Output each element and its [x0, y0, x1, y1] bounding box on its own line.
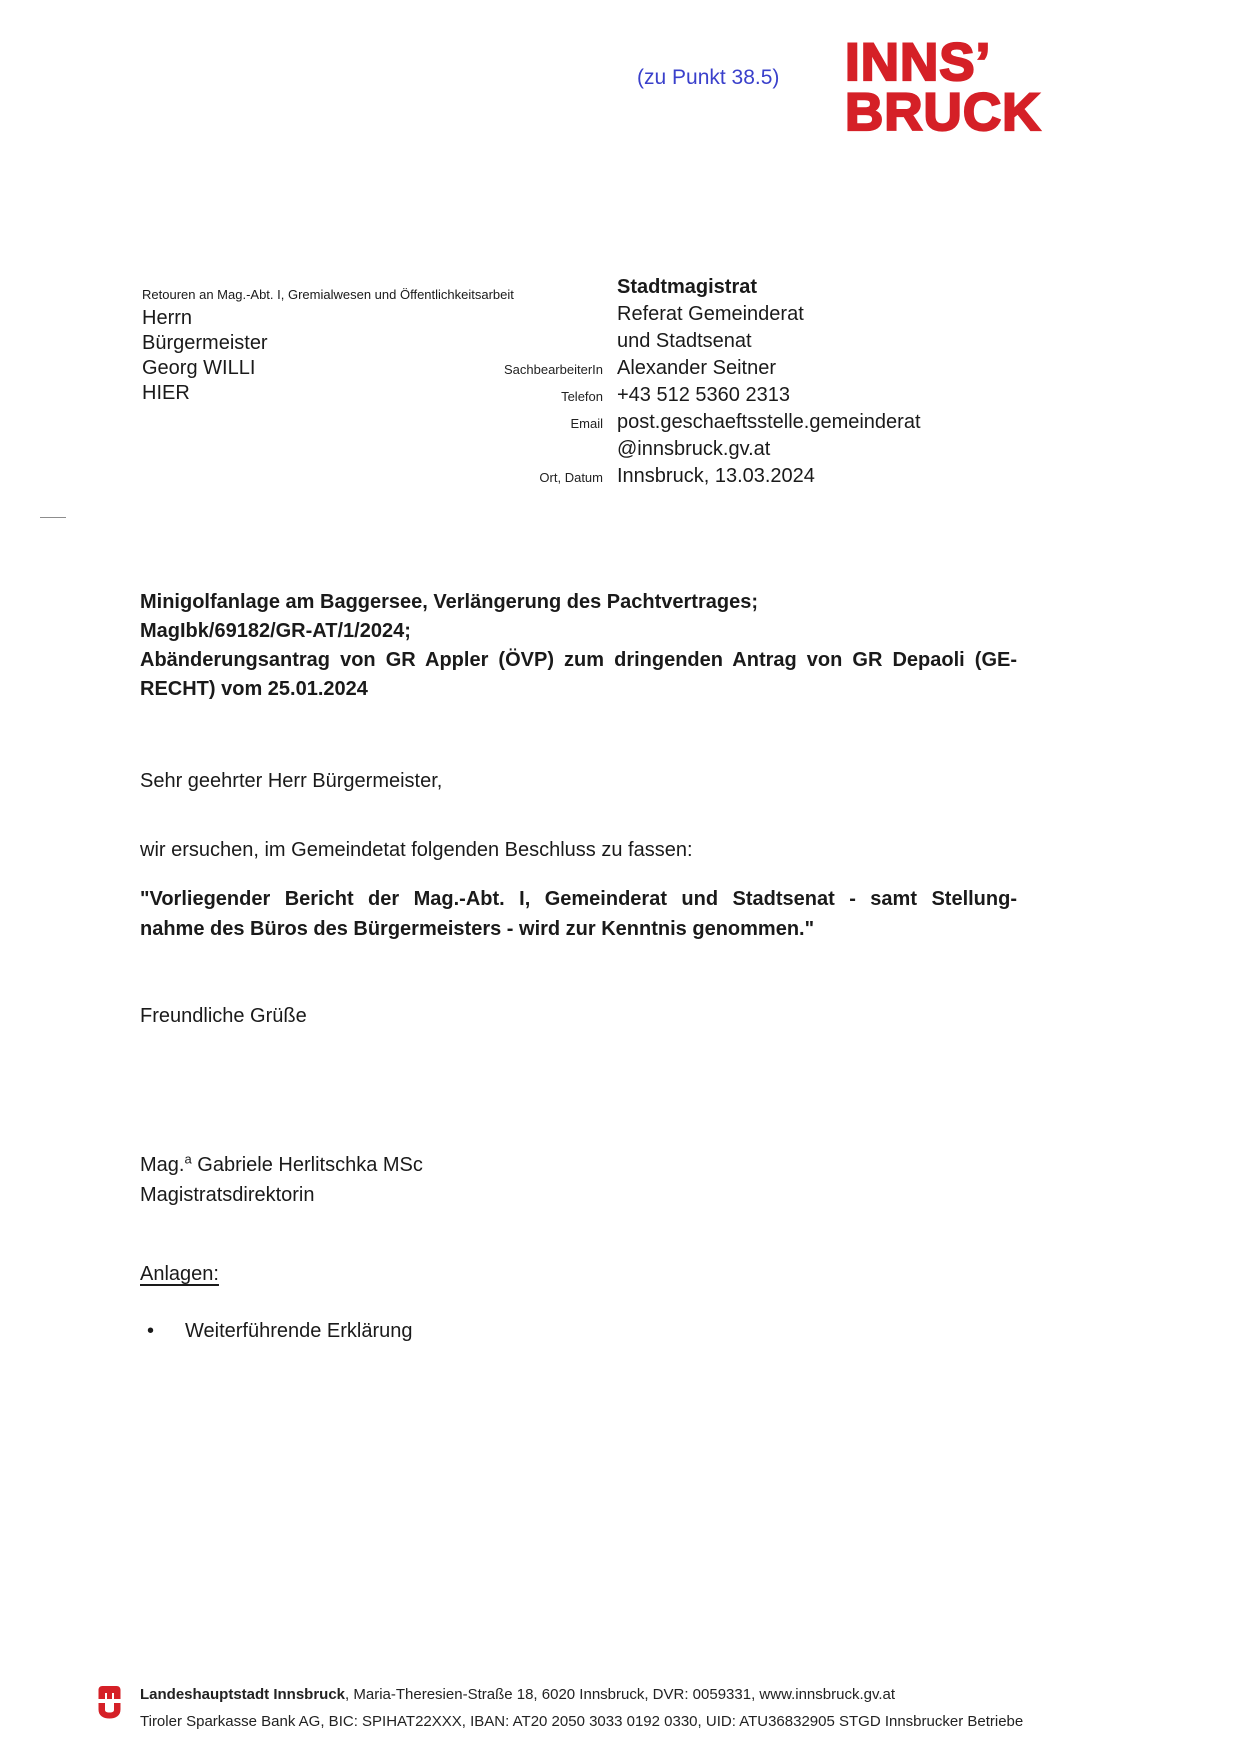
agenda-reference-note: (zu Punkt 38.5) — [637, 66, 780, 89]
contact-value: Referat Gemeinderat — [617, 303, 804, 325]
footer-line: Tiroler Sparkasse Bank AG, BIC: SPIHAT22XXX, IBAN: AT20 2050 3033 0192 0330, UID: ATU36832905 STGD Innsbrucker Betriebe — [140, 1712, 1024, 1730]
fold-mark — [40, 517, 66, 518]
contact-value: Alexander Seitner — [617, 357, 776, 379]
contact-value: Innsbruck, 13.03.2024 — [617, 465, 815, 487]
innsbruck-logo-line1: INNS’ — [845, 33, 992, 92]
contact-label: Telefon — [561, 389, 603, 404]
recipient-line: Georg WILLI — [142, 357, 256, 379]
recipient-line: HIER — [142, 382, 190, 404]
recipient-line: Herrn — [142, 307, 193, 329]
recipient-line: Bürgermeister — [142, 332, 268, 354]
sender-contact-block — [498, 276, 921, 492]
subject-block — [140, 588, 1017, 704]
contact-value: +43 512 5360 2313 — [617, 384, 790, 406]
contact-label: SachbearbeiterIn — [503, 362, 603, 377]
resolution-line: nahme des Büros des Bürgermeisters - wird zur Kenntnis genommen." — [140, 918, 815, 940]
footer-org-name: Landeshauptstadt Innsbruck — [140, 1686, 346, 1703]
attachment-label: Weiterführende Erklärung — [185, 1320, 413, 1342]
footer-org-address: , Maria-Theresien-Straße 18, 6020 Innsbruck, DVR: 0059331, www.innsbruck.gv.at — [345, 1686, 896, 1703]
subject-line: MagIbk/69182/GR-AT/1/2024; — [140, 620, 411, 642]
return-address-note: Retouren an Mag.-Abt. I, Gremialwesen und Öffentlichkeitsarbeit — [142, 287, 514, 302]
signer-title: Magistratsdirektorin — [140, 1184, 315, 1206]
resolution-line: "Vorliegender Bericht der Mag.-Abt. I, Gemeinderat und Stadtsenat - samt Stellung- — [140, 888, 1017, 910]
footer-block — [140, 1682, 1023, 1735]
contact-value: und Stadtsenat — [617, 330, 752, 352]
contact-row — [498, 303, 921, 330]
contact-row — [498, 411, 921, 438]
innsbruck-logo-line2: BRUCK — [845, 83, 1042, 142]
signer-name-prefix: Mag. — [140, 1154, 185, 1176]
bullet-icon: • — [147, 1320, 155, 1342]
contact-row — [498, 330, 921, 357]
subject-line: RECHT) vom 25.01.2024 — [140, 678, 368, 700]
attachments-heading: Anlagen: — [140, 1263, 219, 1285]
subject-line: Minigolfanlage am Baggersee, Verlängerung des Pachtvertrages; — [140, 591, 758, 613]
footer-line — [140, 1682, 1023, 1709]
request-line: wir ersuchen, im Gemeindetat folgenden Beschluss zu fassen: — [140, 839, 693, 861]
contact-row — [498, 357, 921, 384]
salutation: Sehr geehrter Herr Bürgermeister, — [140, 770, 443, 792]
contact-row — [498, 438, 921, 465]
contact-row — [498, 276, 921, 303]
innsbruck-city-emblem-icon — [96, 1684, 123, 1720]
contact-row — [498, 384, 921, 411]
contact-value: Stadtmagistrat — [617, 276, 758, 298]
innsbruck-logo — [845, 33, 1042, 142]
recipient-address-block — [142, 306, 268, 406]
closing-phrase: Freundliche Grüße — [140, 1005, 307, 1027]
signer-name-superscript: a — [184, 1151, 192, 1167]
contact-label: Email — [570, 416, 603, 431]
contact-row — [498, 465, 921, 492]
signature-block — [140, 1150, 423, 1210]
resolution-quote — [140, 884, 1017, 944]
signer-name-rest: Gabriele Herlitschka MSc — [191, 1154, 423, 1176]
contact-label: Ort, Datum — [539, 470, 603, 485]
contact-value-email: post.geschaeftsstelle.gemeinderat — [617, 411, 921, 433]
attachment-list-item — [147, 1320, 413, 1343]
contact-value-email: @innsbruck.gv.at — [617, 438, 771, 460]
subject-line: Abänderungsantrag von GR Appler (ÖVP) zum dringenden Antrag von GR Depaoli (GE- — [140, 649, 1017, 671]
signer-name — [140, 1150, 423, 1180]
